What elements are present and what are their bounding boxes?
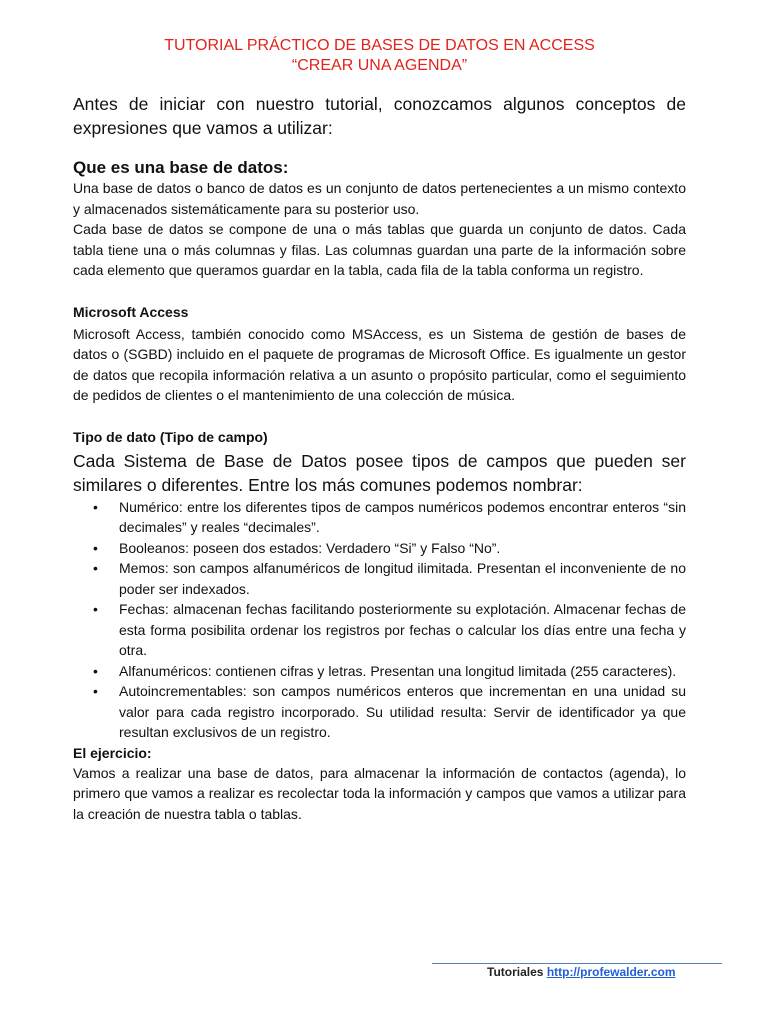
list-item-text: Booleanos: poseen dos estados: Verdadero “Si” y Falso “No”. xyxy=(119,539,501,556)
bullet-icon: • xyxy=(93,662,98,679)
bullet-icon: • xyxy=(93,498,98,515)
list-item-text: Autoincrementables: son campos numéricos enteros que incrementan en una unidad su valor para cada registro incorporado. Su utilidad resulta: Servir de identificador ya que resultan exclusivos de un registro. xyxy=(119,683,686,740)
list-item xyxy=(93,558,686,599)
list-item xyxy=(93,497,686,538)
footer-label: Tutoriales xyxy=(487,965,544,979)
list-item-text: Memos: son campos alfanuméricos de longitud ilimitada. Presentan el inconveniente de no poder ser indexados. xyxy=(119,560,686,597)
footer-link[interactable]: http://profewalder.com xyxy=(546,965,676,979)
list-item xyxy=(93,538,686,559)
list-item-text: Numérico: entre los diferentes tipos de campos numéricos podemos encontrar enteros “sin decimales” y reales “decimales”. xyxy=(119,498,686,535)
bullet-icon: • xyxy=(93,683,98,699)
heading-que-es-base-de-datos: Que es una base de datos: xyxy=(73,158,289,177)
paragraph-access: Microsoft Access, también conocido como MSAccess, es un Sistema de gestión de bases de datos o (SGBD) incluido en el paquete de programas de Microsoft Office. Es igualmente un gestor de datos que recopila información relativa a un asunto o propósito particular, como el seguimiento de pedidos de clientes o el mantenimiento de una colección de música. xyxy=(73,325,686,403)
list-item xyxy=(93,681,686,743)
heading-tipo-de-dato: Tipo de dato (Tipo de campo) xyxy=(73,428,268,445)
paragraph-tipos: Cada Sistema de Base de Datos posee tipos de campos que pueden ser similares o diferentes. Entre los más comunes podemos nombrar: xyxy=(73,450,686,495)
title-line-1: TUTORIAL PRÁCTICO DE BASES DE DATOS EN ACCESS xyxy=(164,37,595,54)
bullet-icon: • xyxy=(93,601,98,617)
bullet-icon: • xyxy=(93,560,98,576)
bullet-icon: • xyxy=(93,539,98,556)
field-types-list xyxy=(73,497,686,743)
heading-microsoft-access: Microsoft Access xyxy=(73,303,189,320)
list-item xyxy=(93,661,686,682)
footer xyxy=(487,965,676,979)
footer-divider xyxy=(432,963,722,964)
intro-paragraph: Antes de iniciar con nuestro tutorial, conozcamos algunos conceptos de expresiones que vamos a utilizar: xyxy=(73,94,686,138)
heading-el-ejercicio: El ejercicio: xyxy=(73,744,152,761)
paragraph-tablas: Cada base de datos se compone de una o más tablas que guarda un conjunto de datos. Cada tabla tiene una o más columnas y filas. Las columnas guardan una parte de la información sobre cada elemento que queramos guardar en la tabla, cada fila de la tabla conforma un registro. xyxy=(73,221,686,278)
list-item xyxy=(93,599,686,661)
document-title xyxy=(73,36,686,76)
paragraph-definicion: Una base de datos o banco de datos es un conjunto de datos pertenecientes a un mismo contexto y almacenados sistemáticamente para su posterior uso. xyxy=(73,180,686,217)
list-item-text: Alfanuméricos: contienen cifras y letras. Presentan una longitud limitada (255 caracteres). xyxy=(119,662,677,679)
document-page xyxy=(73,36,686,824)
list-item-text: Fechas: almacenan fechas facilitando posteriormente su explotación. Almacenar fechas de esta forma posibilita ordenar los registros por fechas o calcular los días entre una fecha y otra. xyxy=(119,601,686,658)
paragraph-ejercicio: Vamos a realizar una base de datos, para almacenar la información de contactos (agenda), lo primero que vamos a realizar es recolectar toda la información y campos que vamos a utilizar para la creación de nuestra tabla o tablas. xyxy=(73,764,686,822)
title-line-2: “CREAR UNA AGENDA” xyxy=(291,57,468,74)
